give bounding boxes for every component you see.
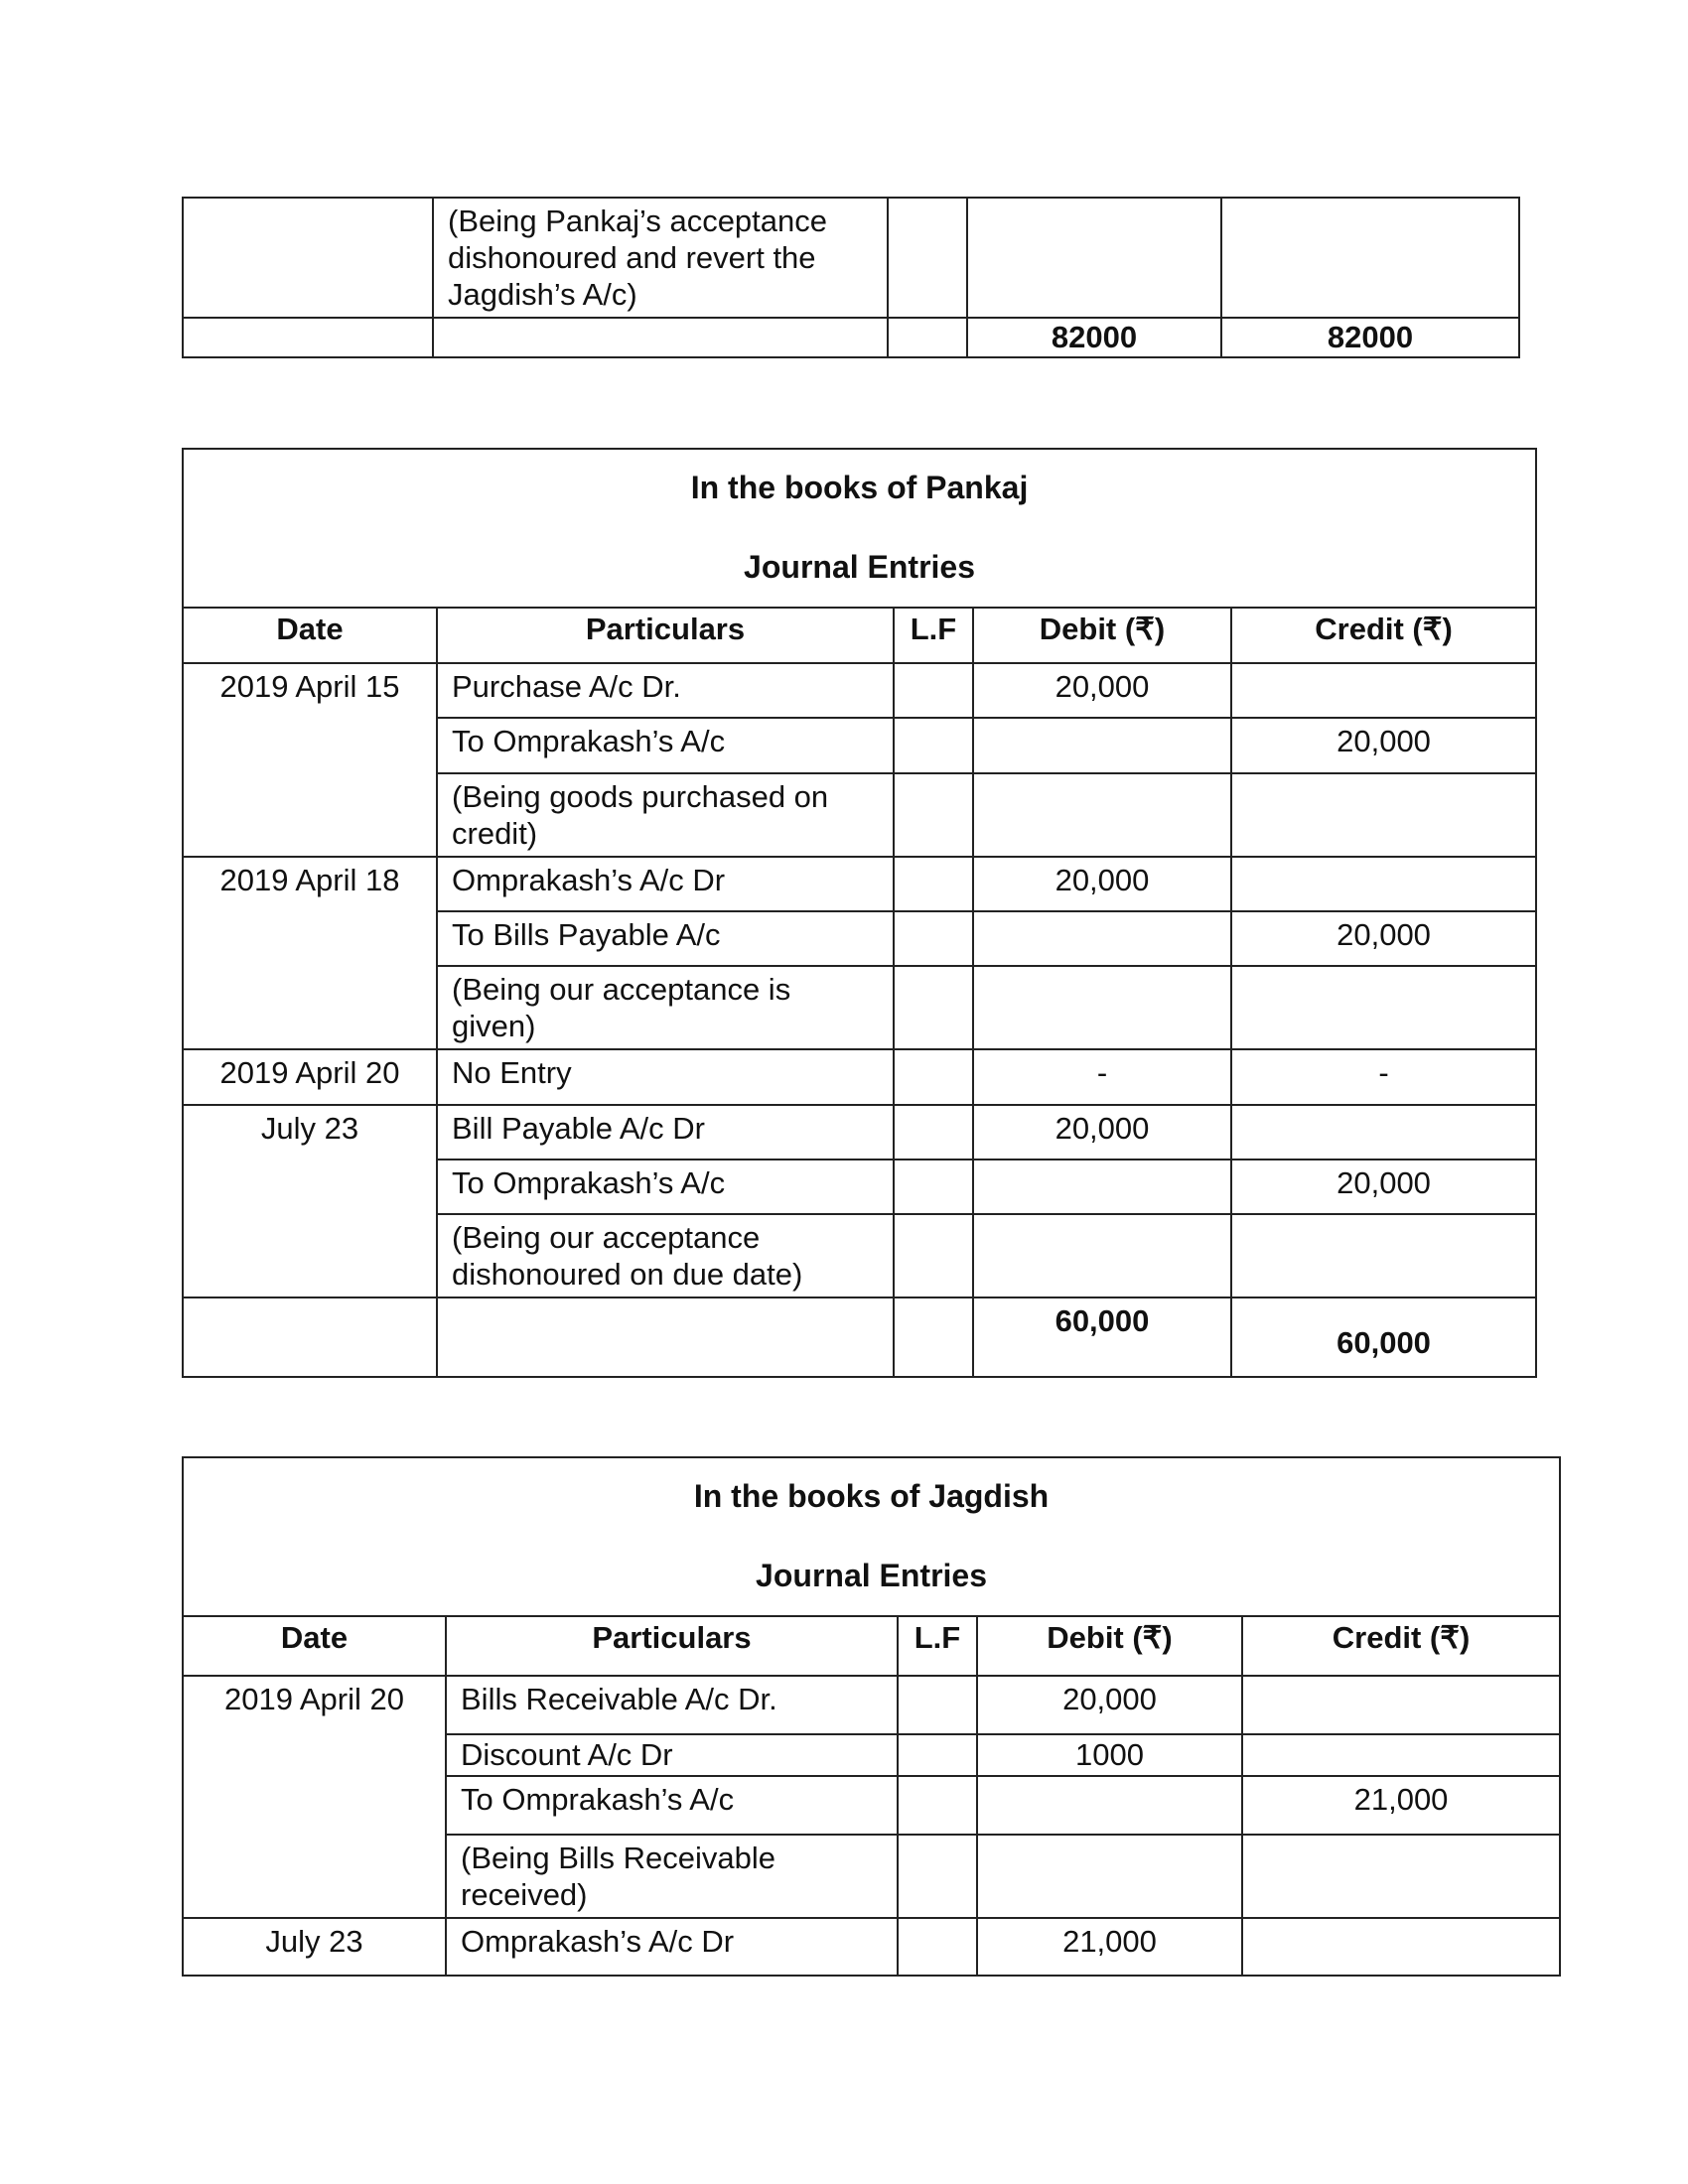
credit-cell <box>1231 966 1536 1049</box>
header-row <box>183 608 1536 663</box>
debit-cell <box>973 1160 1231 1214</box>
pankaj-journal-table <box>182 448 1537 1378</box>
date-cell: July 23 <box>183 1105 437 1297</box>
debit-cell: 20,000 <box>973 663 1231 718</box>
table-row <box>183 1918 1560 1976</box>
credit-cell: 20,000 <box>1231 1160 1536 1214</box>
date-cell: 2019 April 20 <box>183 1049 437 1105</box>
table-row <box>183 1049 1536 1105</box>
header-particulars: Particulars <box>437 608 894 663</box>
particulars-cell: (Being Pankaj’s acceptance dishonoured and revert the Jagdish’s A/c) <box>433 198 888 318</box>
date-cell <box>183 198 433 318</box>
debit-cell: - <box>973 1049 1231 1105</box>
particulars-cell: Purchase A/c Dr. <box>437 663 894 718</box>
total-row <box>183 1297 1536 1377</box>
debit-cell <box>977 1835 1242 1918</box>
header-debit: Debit (₹) <box>973 608 1231 663</box>
debit-cell <box>977 1776 1242 1835</box>
credit-cell <box>1242 1734 1560 1776</box>
date-cell: 2019 April 15 <box>183 663 437 857</box>
credit-cell <box>1231 663 1536 718</box>
particulars-cell: To Omprakash’s A/c <box>437 718 894 773</box>
date-cell: 2019 April 20 <box>183 1676 446 1918</box>
continued-journal-table <box>182 197 1520 358</box>
credit-cell: 21,000 <box>1242 1776 1560 1835</box>
debit-cell <box>973 911 1231 966</box>
debit-cell <box>973 773 1231 857</box>
header-credit: Credit (₹) <box>1242 1616 1560 1676</box>
credit-cell <box>1242 1676 1560 1734</box>
credit-cell <box>1231 857 1536 911</box>
particulars-cell: To Bills Payable A/c <box>437 911 894 966</box>
table-title: In the books of Pankaj <box>690 470 1029 505</box>
particulars-cell: (Being Bills Receivable received) <box>446 1835 898 1918</box>
credit-cell: - <box>1231 1049 1536 1105</box>
debit-cell: 1000 <box>977 1734 1242 1776</box>
total-debit: 82000 <box>967 318 1221 357</box>
jagdish-journal-table <box>182 1456 1561 1977</box>
particulars-cell: Omprakash’s A/c Dr <box>437 857 894 911</box>
header-date: Date <box>183 608 437 663</box>
particulars-cell: Bills Receivable A/c Dr. <box>446 1676 898 1734</box>
header-particulars: Particulars <box>446 1616 898 1676</box>
table-row <box>183 857 1536 911</box>
credit-cell: 20,000 <box>1231 718 1536 773</box>
table-row <box>183 198 1519 318</box>
credit-cell <box>1231 773 1536 857</box>
debit-cell <box>973 966 1231 1049</box>
date-cell: July 23 <box>183 1918 446 1976</box>
debit-cell: 21,000 <box>977 1918 1242 1976</box>
total-credit: 82000 <box>1221 318 1519 357</box>
table-title-row <box>183 449 1536 608</box>
particulars-cell: (Being our acceptance dishonoured on due date) <box>437 1214 894 1297</box>
total-debit: 60,000 <box>973 1297 1231 1377</box>
header-date: Date <box>183 1616 446 1676</box>
debit-cell: 20,000 <box>973 1105 1231 1160</box>
header-lf: L.F <box>898 1616 977 1676</box>
particulars-cell: Omprakash’s A/c Dr <box>446 1918 898 1976</box>
table-row <box>183 1676 1560 1734</box>
particulars-cell: Bill Payable A/c Dr <box>437 1105 894 1160</box>
table-subtitle: Journal Entries <box>744 549 975 585</box>
particulars-cell: Discount A/c Dr <box>446 1734 898 1776</box>
particulars-cell: To Omprakash’s A/c <box>437 1160 894 1214</box>
debit-cell <box>973 718 1231 773</box>
debit-cell <box>973 1214 1231 1297</box>
lf-cell <box>888 198 967 318</box>
debit-cell: 20,000 <box>973 857 1231 911</box>
particulars-cell: (Being goods purchased on credit) <box>437 773 894 857</box>
header-debit: Debit (₹) <box>977 1616 1242 1676</box>
credit-cell <box>1242 1835 1560 1918</box>
table-title-row <box>183 1457 1560 1616</box>
total-row <box>183 318 1519 357</box>
table-title: In the books of Jagdish <box>693 1478 1050 1514</box>
credit-cell <box>1221 198 1519 318</box>
particulars-cell: No Entry <box>437 1049 894 1105</box>
total-credit: 60,000 <box>1231 1297 1536 1377</box>
debit-cell: 20,000 <box>977 1676 1242 1734</box>
credit-cell <box>1231 1214 1536 1297</box>
table-row <box>183 1105 1536 1160</box>
credit-cell <box>1242 1918 1560 1976</box>
table-subtitle: Journal Entries <box>756 1558 987 1593</box>
header-lf: L.F <box>894 608 973 663</box>
header-row <box>183 1616 1560 1676</box>
credit-cell: 20,000 <box>1231 911 1536 966</box>
debit-cell <box>967 198 1221 318</box>
header-credit: Credit (₹) <box>1231 608 1536 663</box>
particulars-cell: (Being our acceptance is given) <box>437 966 894 1049</box>
date-cell: 2019 April 18 <box>183 857 437 1049</box>
particulars-cell: To Omprakash’s A/c <box>446 1776 898 1835</box>
credit-cell <box>1231 1105 1536 1160</box>
table-row <box>183 663 1536 718</box>
